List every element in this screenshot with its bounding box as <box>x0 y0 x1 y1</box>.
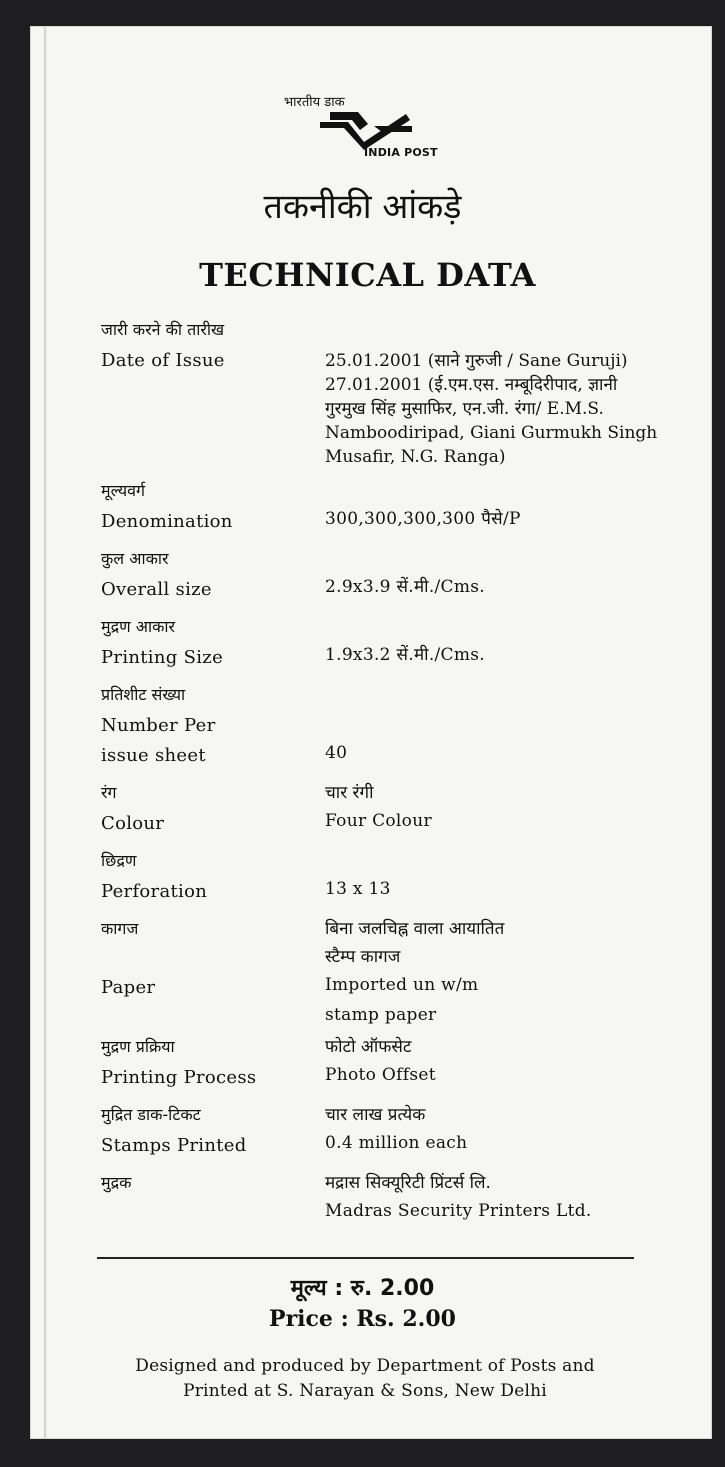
row-printing-process <box>101 1035 661 1093</box>
footer-credits <box>100 1354 630 1404</box>
label-hindi: कागज <box>101 919 139 938</box>
title-english: TECHNICAL DATA <box>199 256 536 294</box>
label-english: Denomination <box>101 511 233 532</box>
label-english: Date of Issue <box>101 350 225 371</box>
value-line2: stamp paper <box>325 1005 437 1025</box>
label-english: Printing Process <box>101 1067 257 1088</box>
footer-line-2: Printed at S. Narayan & Sons, New Delhi <box>183 1381 547 1401</box>
label-hindi: मुद्रक <box>101 1173 132 1192</box>
row-perforation <box>101 849 661 907</box>
label-hindi: मुद्रण आकार <box>101 617 176 636</box>
value: Photo Offset <box>325 1065 436 1085</box>
value-hindi: मद्रास सिक्यूरिटी प्रिंटर्स लि. <box>325 1173 491 1193</box>
label-hindi: छिद्रण <box>101 851 137 870</box>
label-english: Number Per <box>101 715 216 736</box>
label-english: Colour <box>101 813 165 834</box>
technical-data-list <box>101 318 661 1223</box>
row-date-of-issue <box>101 318 661 469</box>
label-hindi: मुद्रित डाक-टिकट <box>101 1105 201 1124</box>
value-hindi-line2: स्टैम्प कागज <box>325 947 401 967</box>
value: 300,300,300,300 पैसे/P <box>325 509 521 529</box>
row-printer <box>101 1171 661 1223</box>
value: Imported un w/m <box>325 975 479 995</box>
value: 25.01.2001 (साने गुरुजी / Sane Guruji) 27.01.2001 (ई.एम.एस. नम्बूदिरीपाद, ज्ञानी गुरमुख सिंह मुसाफिर, एन.जी. रंगा/ E.M.S. Namboodiripad, Giani Gurmukh Singh Musafir, N.G. Ranga) <box>325 351 658 467</box>
label-hindi: जारी करने की तारीख <box>101 320 225 339</box>
label-hindi: कुल आकार <box>101 549 169 568</box>
value: 0.4 million each <box>325 1133 468 1153</box>
value: 1.9x3.2 सें.मी./Cms. <box>325 645 486 665</box>
value: 2.9x3.9 सें.मी./Cms. <box>325 577 486 597</box>
sheet-fold-line <box>44 26 47 1439</box>
price-hindi: मूल्य : रु. 2.00 <box>290 1276 435 1301</box>
label-english-line2: issue sheet <box>101 745 206 766</box>
label-english: Printing Size <box>101 647 224 668</box>
label-english: Perforation <box>101 881 208 902</box>
row-paper <box>101 917 661 1027</box>
label-english: Stamps Printed <box>101 1135 247 1156</box>
logo-hindi-text: भारतीय डाक <box>284 95 345 110</box>
label-english: Overall size <box>101 579 212 600</box>
title-hindi: तकनीकी आंकड़े <box>263 187 462 227</box>
row-denomination <box>101 479 661 537</box>
value: Four Colour <box>325 811 432 831</box>
label-hindi: प्रतिशीट संख्या <box>101 685 186 704</box>
row-overall-size <box>101 547 661 605</box>
value-hindi: चार लाख प्रत्येक <box>325 1105 426 1125</box>
price-english: Price : Rs. 2.00 <box>269 1306 456 1332</box>
label-hindi: मूल्यवर्ग <box>101 481 146 500</box>
row-number-per-sheet <box>101 683 661 771</box>
value-hindi: बिना जलचिह्न वाला आयातित <box>325 919 505 939</box>
value: Madras Security Printers Ltd. <box>325 1201 592 1221</box>
divider-line <box>97 1257 634 1259</box>
india-post-logo <box>280 92 460 172</box>
value-hindi: चार रंगी <box>325 783 374 803</box>
label-hindi: मुद्रण प्रक्रिया <box>101 1037 175 1056</box>
value-hindi: फोटो ऑफसेट <box>325 1037 412 1057</box>
row-colour <box>101 781 661 839</box>
label-english: Paper <box>101 977 156 998</box>
logo-english-text: INDIA POST <box>364 146 438 159</box>
value: 40 <box>325 743 348 763</box>
value: 13 x 13 <box>325 879 391 899</box>
row-printing-size <box>101 615 661 673</box>
label-hindi: रंग <box>101 783 117 802</box>
footer-line-1: Designed and produced by Department of Posts and <box>135 1356 595 1376</box>
row-stamps-printed <box>101 1103 661 1161</box>
